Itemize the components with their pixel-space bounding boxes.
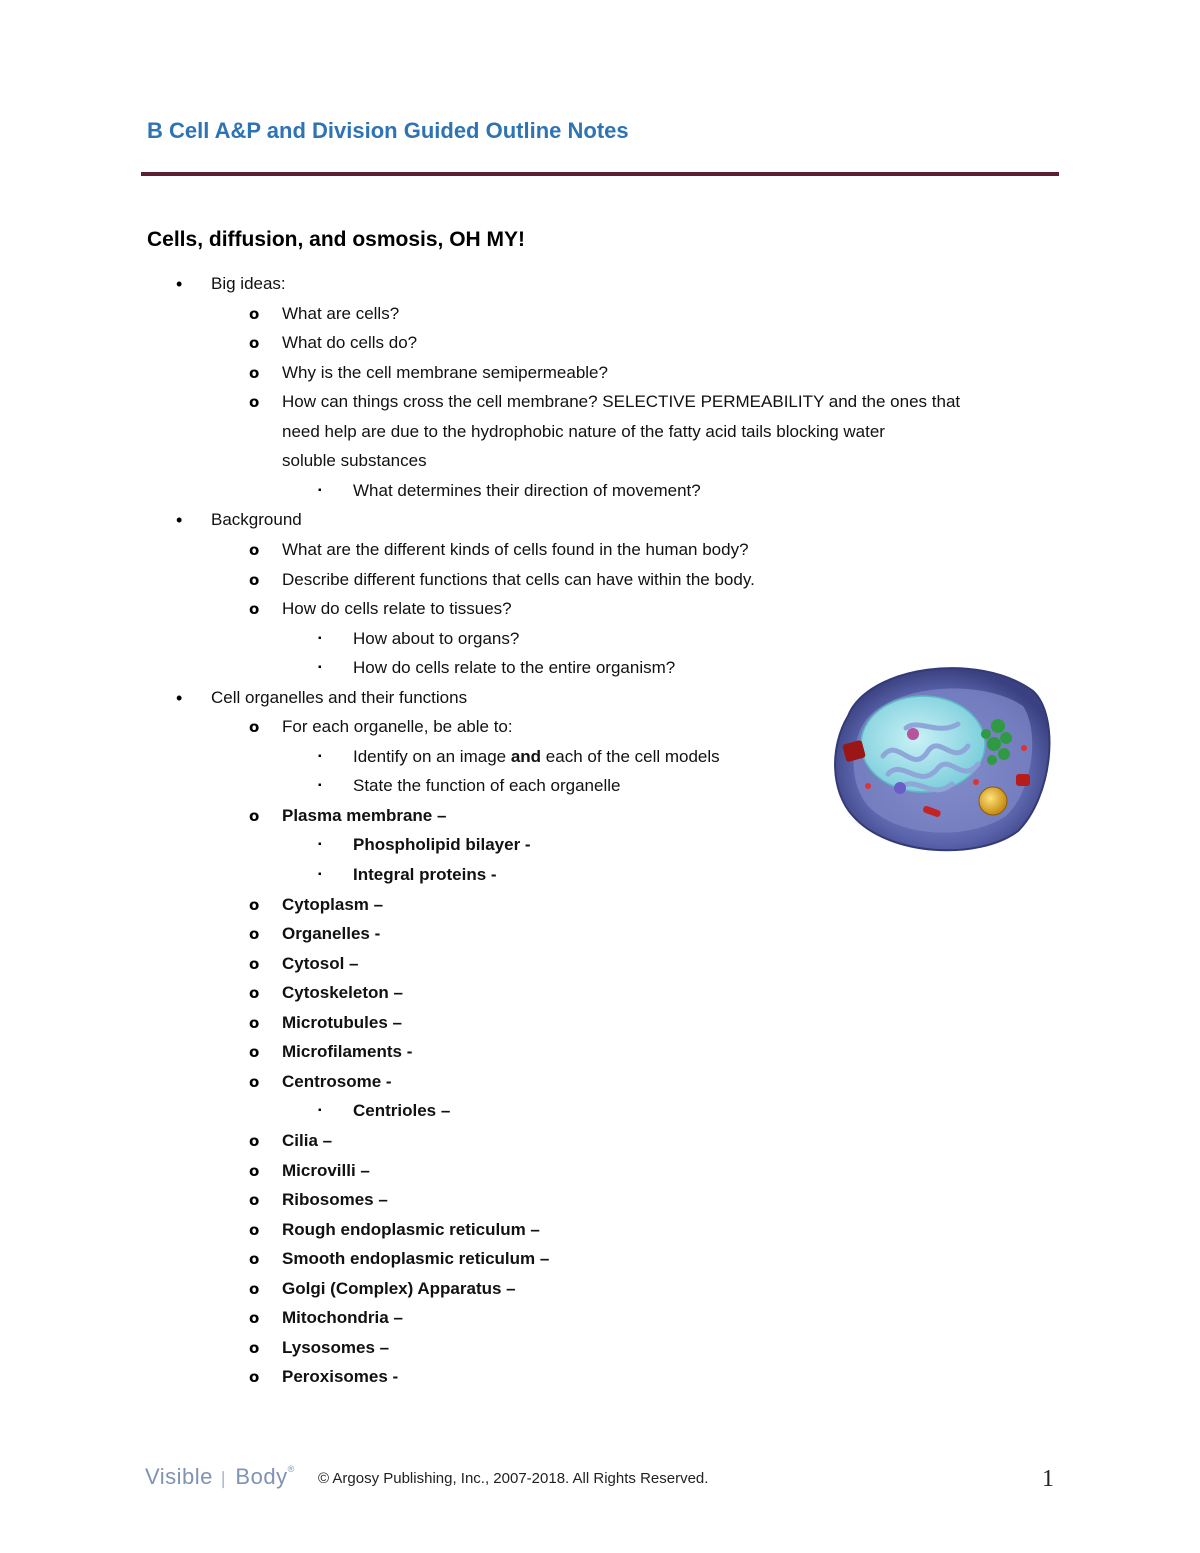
outline-item: How do cells relate to tissues? (282, 599, 512, 618)
outline-item: Organelles - (282, 924, 381, 943)
outline-bullet-level-2: o (249, 1191, 260, 1209)
document-title: B Cell A&P and Division Guided Outline Notes (147, 118, 629, 143)
outline-bullet-level-2: o (249, 925, 260, 943)
outline-item: For each organelle, be able to: (282, 717, 513, 736)
outline-bullet-level-3: ▪ (318, 633, 322, 644)
outline-bullet-level-2: o (249, 1073, 260, 1091)
outline-item: Cilia – (282, 1131, 333, 1150)
outline-bullet-level-2: o (249, 364, 260, 382)
outline-bullet-level-2: o (249, 393, 260, 411)
visible-body-logo: Visible │ Body® (145, 1464, 295, 1489)
emphasized-word: and (510, 747, 542, 766)
logo-text-visible: Visible (145, 1464, 213, 1489)
outline-bullet-level-2: o (249, 541, 260, 559)
logo-text-body: Body (235, 1464, 288, 1489)
title-divider (141, 172, 1059, 176)
outline-bullet-level-2: o (249, 600, 260, 618)
outline-item: How do cells relate to the entire organism? (353, 658, 676, 677)
outline-item: Microfilaments - (282, 1042, 413, 1061)
outline-bullet-level-2: o (249, 571, 260, 589)
outline-item: Cytoplasm – (282, 895, 384, 914)
outline-bullet-level-2: o (249, 1043, 260, 1061)
outline-item: Mitochondria – (282, 1308, 403, 1327)
outline-item: How about to organs? (353, 629, 520, 648)
outline-item: Centrosome - (282, 1072, 392, 1091)
outline-bullet-level-1: • (176, 688, 183, 708)
outline-bullet-level-1: • (176, 274, 183, 294)
outline-item: Plasma membrane – (282, 806, 447, 825)
outline-item: What are cells? (282, 304, 400, 323)
outline-item: Ribosomes – (282, 1190, 388, 1209)
copyright-notice: © Argosy Publishing, Inc., 2007-2018. All Rights Reserved. (318, 1470, 709, 1487)
outline-bullet-level-3: ▪ (318, 662, 322, 673)
outline-item: What are the different kinds of cells found in the human body? (282, 540, 749, 559)
outline-bullet-level-2: o (249, 1309, 260, 1327)
outline-item: State the function of each organelle (353, 776, 621, 795)
outline-bullet-level-2: o (249, 1368, 260, 1386)
outline-item: Centrioles – (353, 1101, 451, 1120)
outline-item: How can things cross the cell membrane? SELECTIVE PERMEABILITY and the ones that (282, 392, 961, 411)
outline-bullet-level-3: ▪ (318, 839, 322, 850)
outline-item: Lysosomes – (282, 1338, 390, 1357)
outline-bullet-level-2: o (249, 1221, 260, 1239)
outline-item: Identify on an image and each of the cell models (353, 747, 720, 766)
outline-bullet-level-2: o (249, 334, 260, 352)
outline-item: Rough endoplasmic reticulum – (282, 1220, 540, 1239)
outline-bullet-level-2: o (249, 896, 260, 914)
outline-bullet-level-1: • (176, 510, 183, 530)
outline-bullet-level-2: o (249, 807, 260, 825)
outline-item: Integral proteins - (353, 865, 497, 884)
outline-bullet-level-2: o (249, 1280, 260, 1298)
outline-item: What do cells do? (282, 333, 418, 352)
section-heading: Cells, diffusion, and osmosis, OH MY! (147, 228, 526, 251)
outline-item: need help are due to the hydrophobic nature of the fatty acid tails blocking water (282, 422, 885, 441)
outline-bullet-level-2: o (249, 718, 260, 736)
outline-item: soluble substances (282, 451, 427, 470)
outline-bullet-level-2: o (249, 1162, 260, 1180)
outline-bullet-level-2: o (249, 984, 260, 1002)
page-number: 1 (1042, 1466, 1054, 1492)
outline-bullet-level-2: o (249, 1014, 260, 1032)
registered-mark: ® (287, 1464, 295, 1474)
outline-item: Microvilli – (282, 1161, 370, 1180)
outline-item: Background (211, 510, 302, 529)
outline-item: Phospholipid bilayer - (353, 835, 531, 854)
outline-bullet-level-3: ▪ (318, 1105, 322, 1116)
outline-item: Cell organelles and their functions (211, 688, 468, 707)
outline-bullet-level-2: o (249, 1132, 260, 1150)
outline-item: Peroxisomes - (282, 1367, 399, 1386)
outline-item: Microtubules – (282, 1013, 402, 1032)
outline-item: Why is the cell membrane semipermeable? (282, 363, 608, 382)
outline-bullet-level-2: o (249, 305, 260, 323)
outline-item: Describe different functions that cells can have within the body. (282, 570, 755, 589)
outline-item: Cytosol – (282, 954, 359, 973)
outline-bullet-level-3: ▪ (318, 780, 322, 791)
outline-bullet-level-3: ▪ (318, 869, 322, 880)
outline-bullet-level-3: ▪ (318, 751, 322, 762)
outline-item: Smooth endoplasmic reticulum – (282, 1249, 550, 1268)
outline-item: Golgi (Complex) Apparatus – (282, 1279, 516, 1298)
outline-item: Big ideas: (211, 274, 286, 293)
outline-bullet-level-2: o (249, 955, 260, 973)
outline-item: Cytoskeleton – (282, 983, 403, 1002)
outline-bullet-level-2: o (249, 1250, 260, 1268)
outline-item: What determines their direction of movement? (353, 481, 701, 500)
outline-bullet-level-2: o (249, 1339, 260, 1357)
animal-cell-illustration (828, 656, 1053, 856)
outline-bullet-level-3: ▪ (318, 485, 322, 496)
